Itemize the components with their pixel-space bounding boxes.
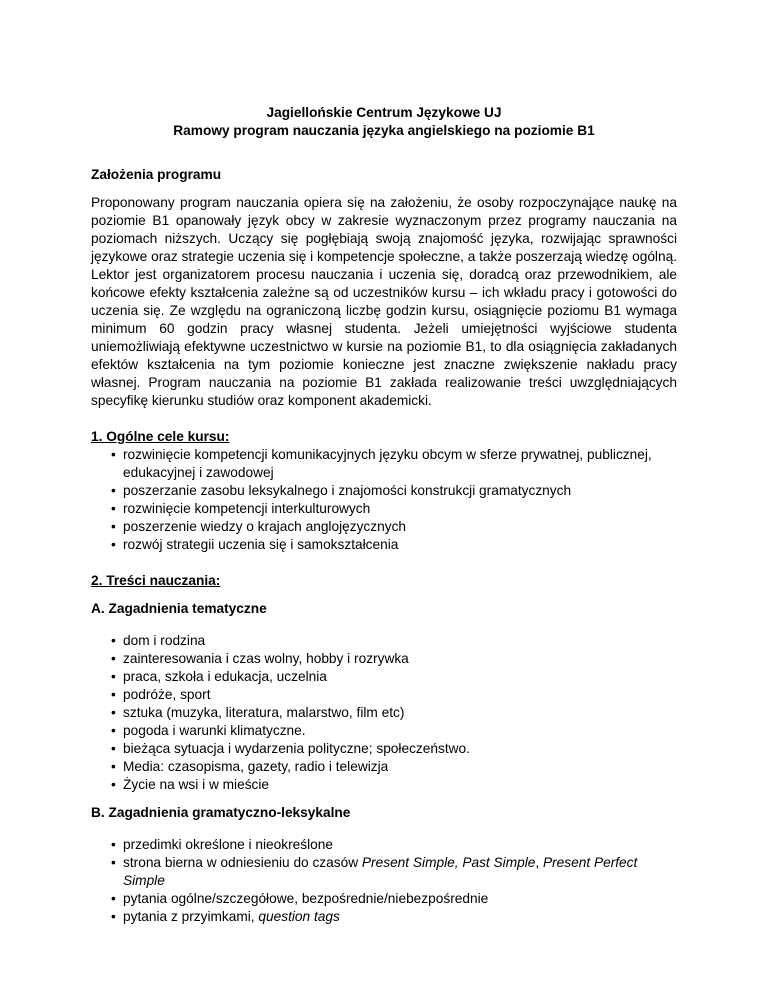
document-title-institution: Jagiellońskie Centrum Językowe UJ [266,105,502,120]
grammar-list [91,836,677,926]
list-item: • zainteresowania i czas wolny, hobby i rozrywka [91,650,677,668]
assumptions-paragraph: Proponowany program nauczania opiera się na założeniu, że osoby rozpoczynające naukę na poziomie B1 opanowały język obcy w zakresie wyznaczonym przez programy nauczania na poziomach niższych. Uczący się pogłębiają swoją znajomość języka, rozwijając sprawności językowe oraz strategie uczenia się i kompetencje społeczne, a także poszerzają wiedzę ogólną. Lektor jest organizatorem procesu nauczania i uczenia się, doradcą oraz przewodnikiem, ale końcowe efekty kształcenia zależne są od uczestników kursu – ich wkładu pracy i gotowości do uczenia się. Ze względu na ograniczoną liczbę godzin kursu, osiągnięcie poziomu B1 wymaga minimum 60 godzin pracy własnej studenta. Jeżeli umiejętności wyjściowe studenta uniemożliwiają efektywne uczestnictwo w kursie na poziomie B1, to dla osiągnięcia zakładanych efektów kształcenia na tym poziomie konieczne jest znaczne zwiększenie nakładu pracy własnej. Program nauczania na poziomie B1 zakłada realizowanie treści uwzględniających specyfikę kierunku studiów oraz komponent akademicki. [91,195,677,408]
list-item: • bieżąca sytuacja i wydarzenia polityczne; społeczeństwo. [91,740,677,758]
question-tags-term: question tags [258,909,340,924]
tense-name: Present Perfect Simple [123,855,638,888]
list-item [91,854,677,890]
list-item: • rozwinięcie kompetencji komunikacyjnych języku obcym w sferze prywatnej, publicznej, edukacyjnej i zawodowej [91,446,677,482]
list-item: • pytania ogólne/szczegółowe, bezpośrednie/niebezpośrednie [91,890,677,908]
list-item: • podróże, sport [91,686,677,704]
separator: , [535,855,543,870]
document-title-program: Ramowy program nauczania języka angielskiego na poziomie B1 [173,123,595,138]
list-item: • sztuka (muzyka, literatura, malarstwo, film etc) [91,704,677,722]
list-item: • praca, szkoła i edukacja, uczelnia [91,668,677,686]
list-item: • poszerzanie zasobu leksykalnego i znajomości konstrukcji gramatycznych [91,482,677,500]
topics-heading: A. Zagadnienia tematyczne [91,601,267,616]
list-item: • Media: czasopisma, gazety, radio i telewizja [91,758,677,776]
goals-list [91,446,677,554]
assumptions-heading: Założenia programu [91,167,222,182]
grammar-heading: B. Zagadnienia gramatyczno-leksykalne [91,805,351,820]
list-item: • pogoda i warunki klimatyczne. [91,722,677,740]
list-item: • rozwój strategii uczenia się i samokształcenia [91,536,677,554]
list-item: • poszerzenie wiedzy o krajach anglojęzycznych [91,518,677,536]
grammar-item-text: strona bierna w odniesieniu do czasów [123,855,362,870]
content-heading: 2. Treści nauczania: [91,573,221,588]
tense-names: Present Simple, Past Simple [361,855,536,870]
goals-heading: 1. Ogólne cele kursu: [91,429,230,444]
list-item: • dom i rodzina [91,632,677,650]
topics-list [91,632,677,794]
list-item: • rozwinięcie kompetencji interkulturowych [91,500,677,518]
list-item: • przedimki określone i nieokreślone [91,836,677,854]
list-item [91,908,677,926]
document-page [91,104,677,926]
grammar-item-text: pytania z przyimkami, [123,909,259,924]
list-item: • Życie na wsi i w mieście [91,776,677,794]
